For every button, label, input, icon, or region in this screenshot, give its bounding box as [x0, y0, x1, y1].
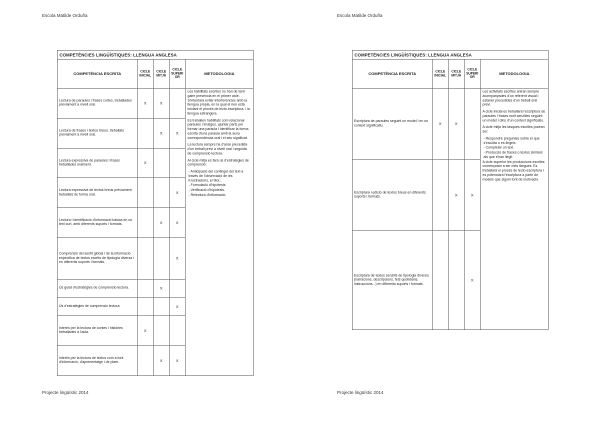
cycle-mark-x: X: [153, 346, 169, 376]
document-page-left: [35, 5, 297, 419]
column-header-competencia-escrita: COMPETÈNCIA ESCRITA: [57, 59, 137, 88]
metodologia-bullet: - Producció de frases o textos similars als que s'han llegit.: [483, 151, 543, 159]
metodologia-paragraph: A cicle inicial es treballarà l'escriptura de paraules i frases molt senzilles seguint un model i dins d'un context significatiu.: [482, 110, 546, 123]
cycle-mark-x: X: [153, 88, 169, 118]
metodologia-bullet: - Respondre preguntes sobre el que s'escolta o es llegeix.: [483, 136, 540, 145]
cycle-mark-x: X: [137, 88, 153, 118]
competency-cell: Interès per la lectura de contes i històries treballades a l'aula.: [57, 316, 137, 346]
column-header-competencia-escrita: COMPETÈNCIA ESCRITA: [352, 59, 432, 88]
cycle-mark-x: X: [153, 208, 169, 238]
metodologia-bullet: - Verificació d'hipòtesis.: [188, 188, 225, 192]
cycle-mark-empty: [448, 231, 464, 330]
cycle-mark-x: X: [169, 208, 185, 238]
metodologia-paragraph: Es treballen habilitats com relacionar paraules i imatges, ajuntar parts per formar una paraula i identificar la forma escrita d'una paraula amb la seva correspondència oral i el seu significat.: [187, 118, 249, 140]
table-title: COMPETÈNCIES LINGÜÍSTIQUES: LLENGUA ANGLESA: [57, 50, 253, 59]
cycle-mark-x: X: [432, 88, 448, 159]
competency-cell: Escriptura de textos senzills de tipologia diversa (narracions, descripcions, fets quotidians, instruccions...) en diferents suports i formats.: [352, 231, 432, 330]
cycle-mark-empty: [153, 238, 169, 279]
cycle-mark-x: X: [448, 88, 464, 159]
column-header-metodologia: METODOLOGIA: [480, 59, 548, 88]
cycle-mark-x: X: [464, 160, 480, 231]
metodologia-bullet: - Relectura d'informació.: [188, 193, 227, 197]
table-row: [57, 88, 253, 118]
table-title: COMPETÈNCIES LINGÜÍSTIQUES: LLENGUA ANGLESA: [352, 50, 548, 59]
cycle-mark-empty: [153, 148, 169, 178]
competency-cell: Lectura expressiva de paraules i frases treballades oralment.: [57, 148, 137, 178]
cycle-mark-x: X: [137, 148, 153, 178]
competency-cell: Lectura de paraules i frases curtes, treballades prèviament a nivell oral.: [57, 88, 137, 118]
cycle-mark-empty: [137, 238, 153, 279]
table-body: [352, 88, 548, 330]
competency-cell: Lectura de frases i textos breus, treballats prèviament a nivell oral.: [57, 118, 137, 148]
metodologia-bullet: - Completar un text.: [483, 146, 515, 150]
page-header: Escola Matilde Orduña: [337, 13, 383, 18]
cycle-mark-empty: [169, 279, 185, 297]
cycle-mark-empty: [137, 178, 153, 208]
metodologia-paragraph: La lectura sempre ha d'anar precedida d'un treball previ a nivell oral i seguida de comprensió lectora.: [187, 143, 248, 156]
document-page-right: [330, 5, 592, 419]
table-row: [352, 88, 548, 159]
table-body: [57, 88, 253, 376]
cycle-mark-x: X: [153, 279, 169, 297]
cycle-mark-x: X: [169, 297, 185, 315]
cycle-mark-empty: [432, 231, 448, 330]
table-title-row: [352, 50, 548, 59]
cycle-mark-x: X: [137, 316, 153, 346]
cycle-mark-empty: [432, 160, 448, 231]
competency-cell: Escriptura i edició de textos breus en diferents suports i formats.: [352, 160, 432, 231]
table-title-row: [57, 50, 253, 59]
metodologia-cell: [480, 88, 548, 330]
metodologia-paragraph: Al cicle mitjà es farà ús d'estratègies de comprensió:: [187, 158, 249, 167]
page-footer: Projecte lingüístic 2014: [42, 390, 89, 395]
competency-cell: Interès per la lectura de textos com a font d'informació, d'aprenentatge i de plaer.: [57, 346, 137, 376]
cycle-mark-empty: [169, 88, 185, 118]
cycle-mark-empty: [137, 279, 153, 297]
page-canvas: [35, 5, 297, 419]
cycle-mark-empty: [137, 118, 153, 148]
competency-cell: Lectura expressiva de textos breus prèviament treballats de forma oral.: [57, 178, 137, 208]
metodologia-bullet: - Formulació d'hipòtesis.: [188, 183, 227, 188]
column-header-metodologia: METODOLOGIA: [185, 59, 253, 88]
page-canvas: [330, 5, 592, 419]
competency-cell: Escriptura de paraules seguint un model i en un context significatiu.: [352, 88, 432, 159]
column-header-cicle-superior: CICLE SUPERIOR: [464, 59, 480, 88]
cycle-mark-x: X: [169, 346, 185, 376]
cycle-mark-x: X: [169, 118, 185, 148]
column-header-cicle-inicial: CICLE INICIAL: [432, 59, 448, 88]
column-header-cicle-mitja: CICLE MITJÀ: [448, 59, 464, 88]
column-header-cicle-superior: CICLE SUPERIOR: [169, 59, 185, 88]
cycle-mark-empty: [153, 316, 169, 346]
cycle-mark-empty: [153, 297, 169, 315]
competencies-table-escrita-escriptura: [352, 50, 549, 330]
cycle-mark-x: X: [464, 231, 480, 330]
competency-cell: Lectura i identificació d'informació bàsica en un text curt, amb diferents suports i formats.: [57, 208, 137, 238]
competency-cell: Ús d'estratègies de comprensió lectora.: [57, 297, 137, 315]
cycle-mark-empty: [153, 178, 169, 208]
metodologia-paragraph: Les activitats escrites aniran sempre acompanyades d'un referent visual i estaran precedides d'un treball oral previ.: [482, 90, 540, 107]
cycle-mark-empty: [169, 316, 185, 346]
cycle-mark-empty: [137, 297, 153, 315]
page-header: Escola Matilde Orduña: [42, 13, 88, 18]
cycle-mark-empty: [169, 148, 185, 178]
table-header-row: [352, 59, 548, 88]
competency-cell: Comprensió del sentit global i de la informació específica de textos escrits de tipologia diversa i en diferents suports i formats.: [57, 238, 137, 279]
metodologia-paragraph: Les habilitats escrites no han de tenir gaire presència en el primer cicle. S'intentarà evitar interferències amb la llengua pròpia, en la qual el nen està iniciant el procés de lecto-escriptura, i la llengua estrangera.: [187, 90, 250, 116]
column-header-cicle-mitja: CICLE MITJÀ: [153, 59, 169, 88]
cycle-mark-empty: [464, 88, 480, 159]
column-header-cicle-inicial: CICLE INICIAL: [137, 59, 153, 88]
cycle-mark-x: X: [448, 160, 464, 231]
cycle-mark-empty: [137, 208, 153, 238]
metodologia-paragraph: A cicle mitjà les tasques escrites podran ser:: [482, 125, 545, 134]
competencies-table-escrita-lectura: [57, 50, 254, 376]
cycle-mark-empty: [137, 346, 153, 376]
cycle-mark-x: X: [153, 118, 169, 148]
metodologia-paragraph: A cicle superior les produccions escrites començaran a ser més llargues. Es treballarà el procés de lecto-escriptura i es potenciarà l'escriptura a partir de models que siguin font de motivació.: [482, 160, 545, 182]
metodologia-bullet: - Anticipació del contingut del text a través de l'observació de les il·lustracions, el títol...: [188, 170, 244, 183]
metodologia-cell: [185, 88, 253, 376]
competency-cell: Ús guiat d'estratègies de comprensió lectora.: [57, 279, 137, 297]
cycle-mark-x: X: [169, 238, 185, 279]
table-header-row: [57, 59, 253, 88]
cycle-mark-x: X: [169, 178, 185, 208]
page-footer: Projecte lingüístic 2014: [337, 390, 384, 395]
